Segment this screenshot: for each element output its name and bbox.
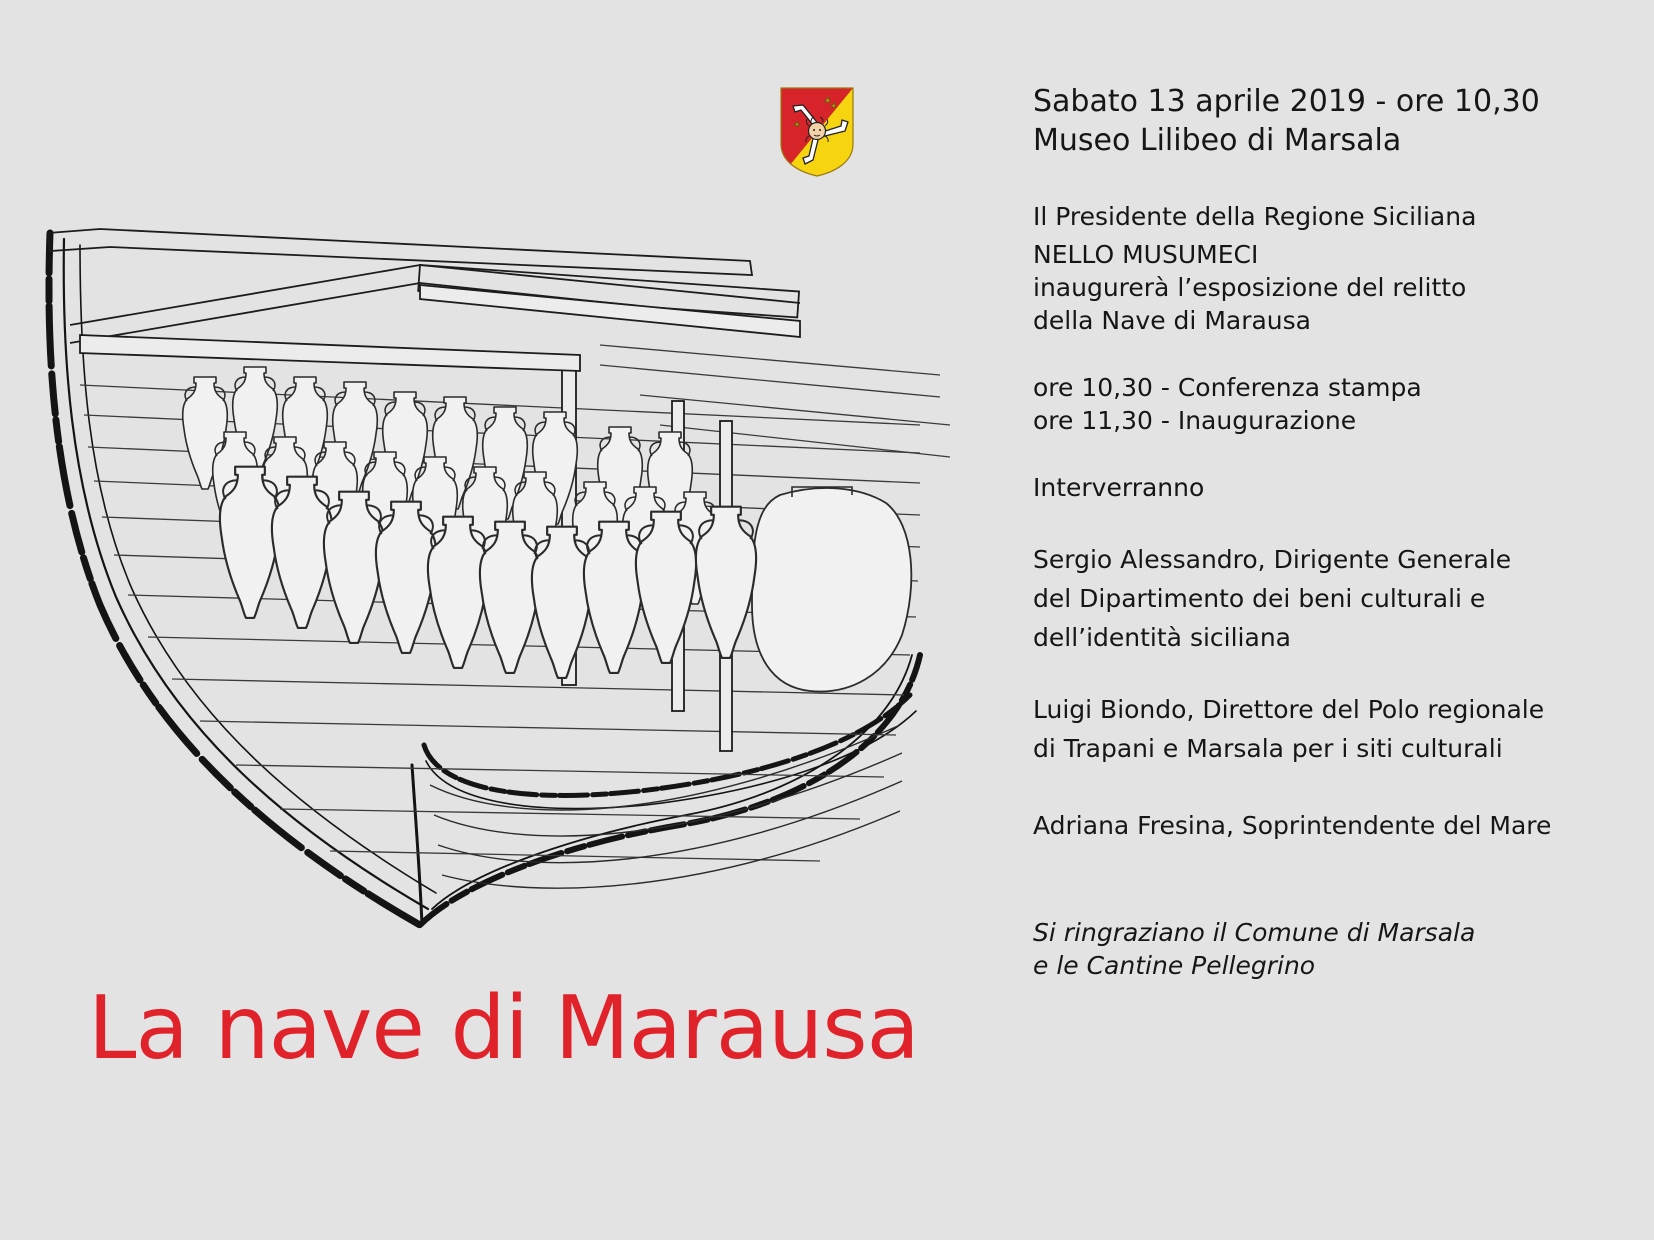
program-item: ore 11,30 - Inaugurazione (1033, 406, 1357, 435)
speakers-heading: Interverranno (1033, 473, 1205, 502)
announcement-line-1: Il Presidente della Regione Siciliana (1033, 202, 1477, 231)
announcement-line-3: inaugurerà l’esposizione del relitto (1033, 273, 1467, 302)
sicily-trinacria-emblem-icon (779, 86, 855, 178)
event-venue: Museo Lilibeo di Marsala (1033, 123, 1402, 158)
ship-wreck-amphorae-illustration (40, 225, 980, 965)
program-item: ore 10,30 - Conferenza stampa (1033, 373, 1422, 402)
announcement-line-4: della Nave di Marausa (1033, 306, 1311, 335)
thanks-line-2: e le Cantine Pellegrino (1033, 951, 1316, 980)
speaker-line: di Trapani e Marsala per i siti culturali (1033, 734, 1503, 763)
announcement-line-2: NELLO MUSUMECI (1033, 240, 1259, 269)
speaker-line: del Dipartimento dei beni culturali e (1033, 584, 1486, 613)
speaker-line: Adriana Fresina, Soprintendente del Mare (1033, 811, 1552, 840)
speaker-line: Sergio Alessandro, Dirigente Generale (1033, 545, 1512, 574)
exhibition-title: La nave di Marausa (88, 977, 919, 1079)
speaker-line: Luigi Biondo, Direttore del Polo regionale (1033, 695, 1545, 724)
event-date: Sabato 13 aprile 2019 - ore 10,30 (1033, 84, 1540, 119)
thanks-line-1: Si ringraziano il Comune di Marsala (1033, 918, 1476, 947)
speaker-line: dell’identità siciliana (1033, 623, 1291, 652)
